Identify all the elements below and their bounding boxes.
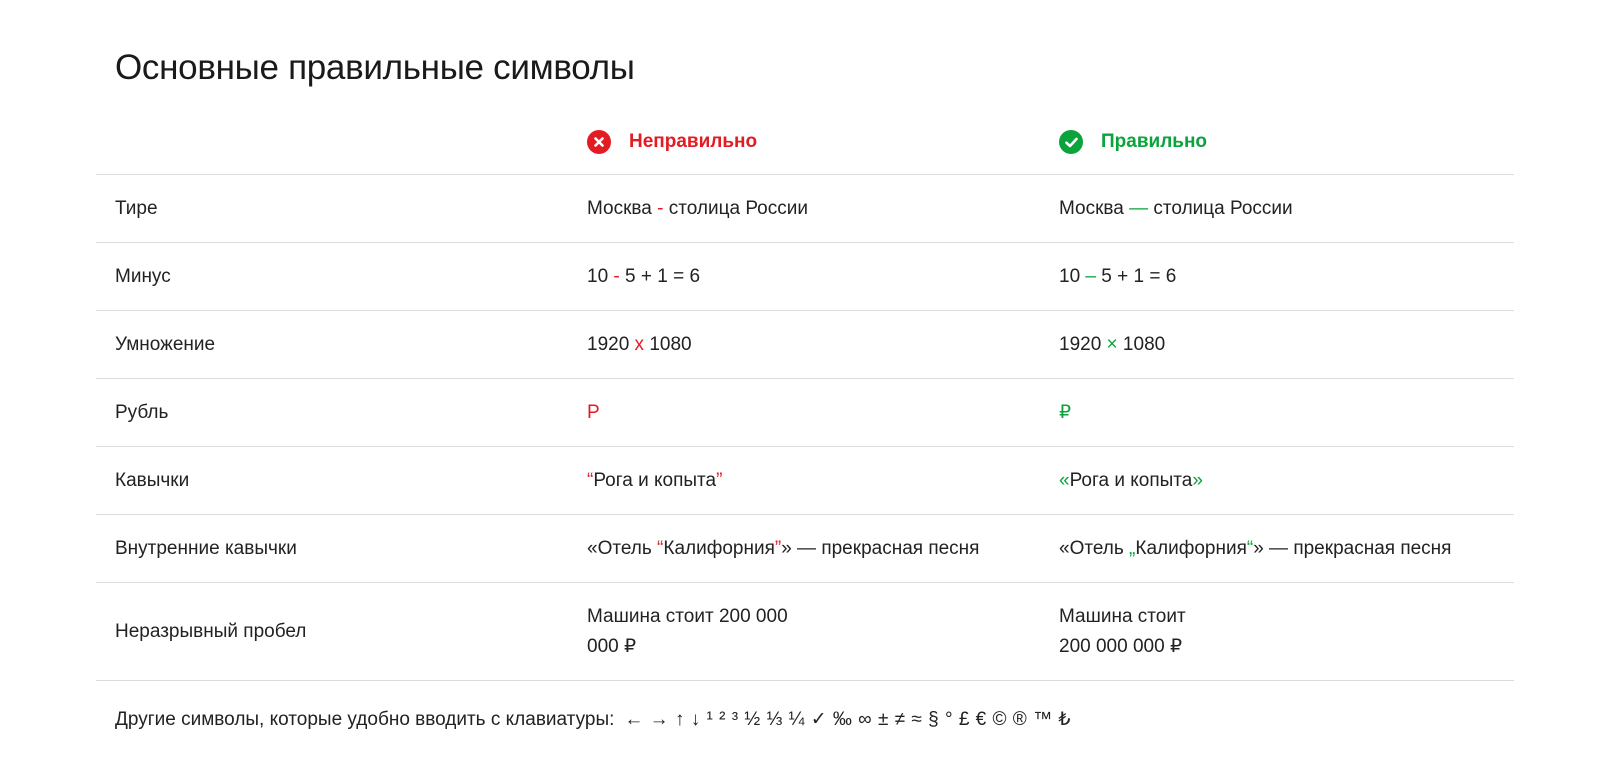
wrong-example: Москва - столица России [587, 197, 808, 219]
footer-note [115, 708, 1071, 731]
row-label: Умножение [115, 333, 216, 355]
wrong-example: 1920 x 1080 [587, 333, 692, 355]
table-row [96, 583, 1514, 681]
right-example: Машина стоит 200 000 000 ₽ [1059, 605, 1186, 657]
row-label: Рубль [115, 401, 169, 423]
table-header [96, 120, 1514, 175]
header-wrong-label: Неправильно [629, 131, 758, 152]
row-label: Неразрывный пробел [115, 620, 307, 642]
wrong-example: Машина стоит 200 000 000 ₽ [587, 605, 788, 657]
row-label: Тире [115, 197, 158, 219]
table-row [96, 175, 1514, 243]
check-circle-icon [1059, 130, 1083, 154]
table-body [96, 175, 1514, 681]
right-example: «Рога и копыта» [1059, 469, 1203, 491]
right-example: «Отель „Калифорния“» — прекрасная песня [1059, 537, 1452, 559]
header-wrong [587, 128, 757, 156]
header-right-label: Правильно [1101, 131, 1208, 152]
wrong-example: “Рога и копыта” [587, 469, 723, 491]
right-example: ₽ [1059, 401, 1072, 423]
footer-label: Другие символы, которые удобно вводить с клавиатуры: [115, 709, 615, 730]
table-row [96, 379, 1514, 447]
wrong-example: Р [587, 401, 600, 423]
wrong-example: «Отель “Калифорния”» — прекрасная песня [587, 537, 980, 559]
header-right [1059, 128, 1207, 156]
wrong-example: 10 - 5 + 1 = 6 [587, 265, 701, 287]
table-row [96, 515, 1514, 583]
table-row [96, 243, 1514, 311]
right-example: 10 – 5 + 1 = 6 [1059, 265, 1177, 287]
footer-symbols: ← → ↑ ↓ ¹ ² ³ ½ ⅓ ¼ ✓ ‰ ∞ ± ≠ ≈ § ° £ € © ® ™ ₺ [624, 709, 1071, 730]
row-label: Минус [115, 265, 171, 287]
table-row [96, 311, 1514, 379]
right-example: Москва — столица России [1059, 197, 1293, 219]
right-example: 1920 × 1080 [1059, 333, 1166, 355]
cross-circle-icon [587, 130, 611, 154]
page-title: Основные правильные символы [115, 48, 635, 87]
row-label: Внутренние кавычки [115, 537, 297, 559]
table-row [96, 447, 1514, 515]
row-label: Кавычки [115, 469, 190, 491]
